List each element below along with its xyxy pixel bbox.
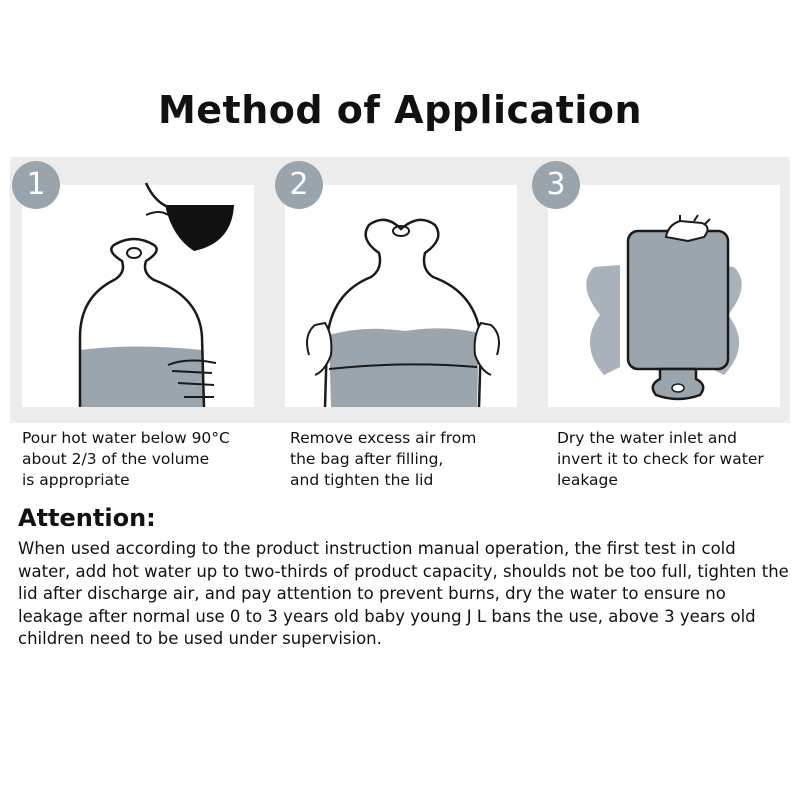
step-3-caption: Dry the water inlet and invert it to check for water leakage (557, 429, 764, 489)
page-title: Method of Application (157, 88, 643, 132)
kettle-handle (146, 183, 168, 207)
kettle-spout (146, 212, 168, 215)
step-1-drawing (22, 185, 254, 407)
left-hand-icon (307, 323, 331, 375)
step-3-badge: 3 (532, 161, 580, 209)
step-3-illustration (548, 185, 780, 407)
step-2-drawing (285, 185, 517, 407)
attention-heading: Attention: (18, 504, 156, 532)
step-3-drawing (548, 185, 780, 407)
attention-body: When used according to the product instruction manual operation, the first test in cold water, add hot water up to two-thirds of product capacity, shoulds not be too full, tighten the lid after discharge air, and pay attention to prevent burns, dry the water to ensure no leakage after normal use 0 to 3 years old baby young J L bans the use, above 3 years old children need to be used under supervision. (18, 539, 789, 648)
bottle-inlet (672, 384, 684, 392)
shake-blur-left (586, 265, 620, 375)
right-hand-icon (475, 323, 499, 375)
step-2-illustration (285, 185, 517, 407)
step-1-caption: Pour hot water below 90°C about 2/3 of the volume is appropriate (22, 429, 230, 489)
bottle-body (628, 231, 728, 369)
kettle-icon (165, 205, 234, 251)
step-1-illustration (22, 185, 254, 407)
step-2-caption: Remove excess air from the bag after filling, and tighten the lid (290, 429, 477, 489)
step-1-badge: 1 (12, 161, 60, 209)
step-2-badge: 2 (275, 161, 323, 209)
bottle-neck-hole (127, 248, 141, 258)
hand-icon (666, 221, 708, 241)
